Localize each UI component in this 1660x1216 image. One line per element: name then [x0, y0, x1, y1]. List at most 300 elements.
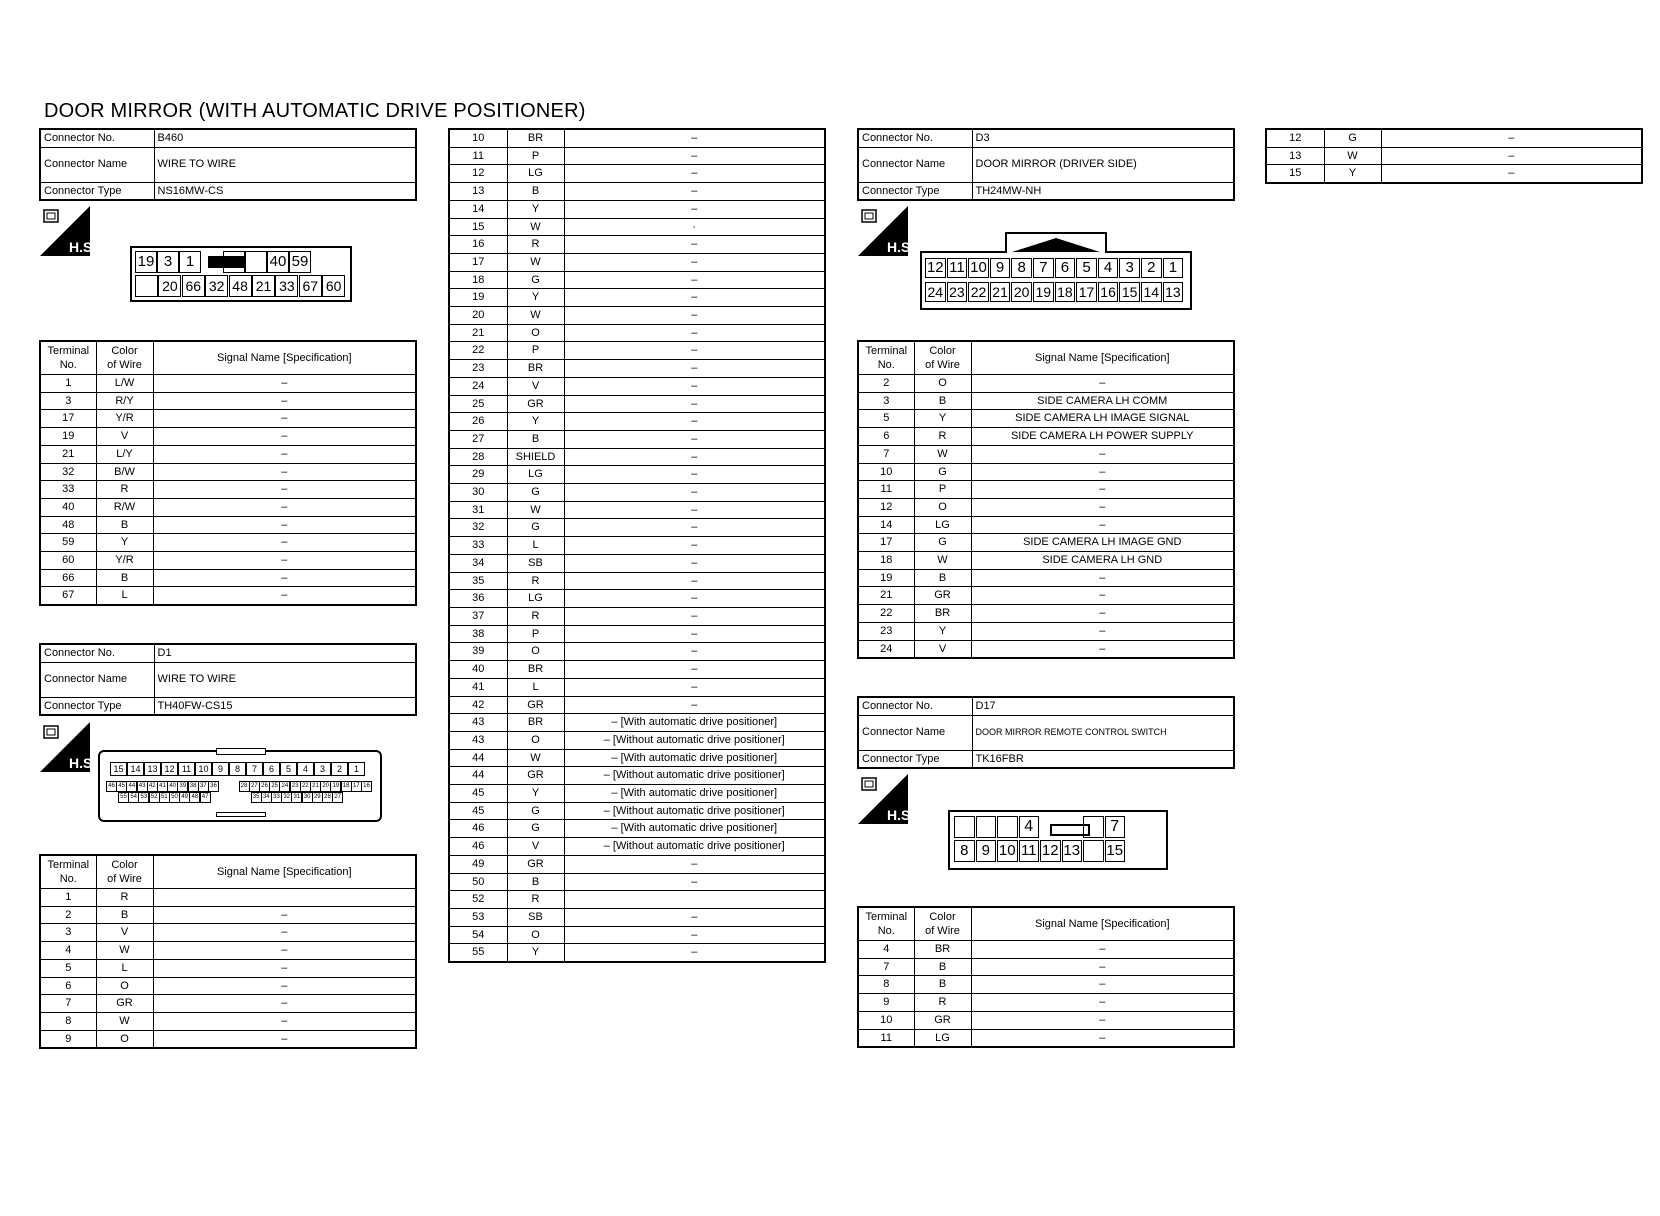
table-row: [1266, 129, 1642, 147]
pin-cell: 20: [158, 275, 181, 297]
pin-cell: 28: [239, 781, 250, 792]
pin-cell: 14: [1141, 282, 1162, 302]
table-row: [449, 607, 825, 625]
wire-color: B: [96, 569, 153, 587]
wire-color: G: [914, 463, 971, 481]
terminal-no: 13: [449, 183, 507, 201]
pin-cell: 39: [177, 781, 188, 792]
signal-name: ·: [564, 218, 825, 236]
terminal-no: 49: [449, 855, 507, 873]
signal-name: –: [564, 590, 825, 608]
signal-name: –: [153, 375, 416, 393]
terminal-no: 37: [449, 607, 507, 625]
terminal-no: 18: [449, 271, 507, 289]
signal-name: –: [564, 572, 825, 590]
signal-name: –: [1381, 147, 1642, 165]
table-row: [40, 1012, 416, 1030]
pin-cell: 15: [1105, 840, 1126, 862]
terminal-no: 44: [449, 767, 507, 785]
table-row: [449, 448, 825, 466]
terminal-no: 16: [449, 236, 507, 254]
wire-color: L/W: [96, 375, 153, 393]
d17-connector-no: D17: [972, 697, 1234, 715]
signal-name: – [Without automatic drive positioner]: [564, 838, 825, 856]
table-row: [449, 944, 825, 962]
terminal-no: 1: [40, 889, 96, 907]
label-connector-name: Connector Name: [858, 715, 972, 750]
pin-cell: 5: [1076, 258, 1097, 278]
wire-color: BR: [507, 661, 564, 679]
col-color: Color of Wire: [96, 855, 153, 889]
terminal-no: 22: [449, 342, 507, 360]
table-row: [449, 289, 825, 307]
wire-color: Y: [914, 622, 971, 640]
table-row: [858, 428, 1234, 446]
terminal-no: 21: [40, 445, 96, 463]
pin-cell: 4: [297, 762, 314, 776]
wire-color: R: [96, 889, 153, 907]
signal-name: – [With automatic drive positioner]: [564, 714, 825, 732]
pin-cell: 46: [106, 781, 117, 792]
signal-name: –: [564, 236, 825, 254]
signal-name: – [Without automatic drive positioner]: [564, 802, 825, 820]
hs-label: H.S.: [887, 239, 915, 255]
pin-cell: 22: [300, 781, 311, 792]
terminal-no: 26: [449, 413, 507, 431]
label-connector-name: Connector Name: [40, 147, 154, 182]
terminal-no: 40: [449, 661, 507, 679]
wire-color: Y: [507, 944, 564, 962]
table-row: [449, 147, 825, 165]
col-terminal: Terminal No.: [40, 855, 96, 889]
wire-color: R/W: [96, 498, 153, 516]
wire-color: O: [507, 324, 564, 342]
wire-color: G: [1324, 129, 1381, 147]
table-row: [449, 360, 825, 378]
terminal-no: 53: [449, 908, 507, 926]
signal-name: –: [564, 643, 825, 661]
signal-name: –: [971, 976, 1234, 994]
pin-cell: 13: [1062, 840, 1083, 862]
wire-color: GR: [96, 995, 153, 1013]
signal-name: –: [1381, 129, 1642, 147]
table-row: [858, 552, 1234, 570]
table-row: [40, 889, 416, 907]
table-row: [449, 307, 825, 325]
table-row: [40, 906, 416, 924]
table-row: [858, 375, 1234, 393]
terminal-no: 3: [40, 924, 96, 942]
hs-label: H.S.: [69, 755, 97, 771]
terminal-no: 7: [40, 995, 96, 1013]
terminal-no: 46: [449, 820, 507, 838]
wire-color: LG: [507, 466, 564, 484]
table-row: [858, 481, 1234, 499]
wire-color: O: [914, 375, 971, 393]
pin-cell: 16: [361, 781, 372, 792]
table-row: [40, 481, 416, 499]
signal-name: –: [1381, 165, 1642, 183]
label-connector-type: Connector Type: [40, 697, 154, 715]
wire-color: R: [507, 891, 564, 909]
signal-name: –: [564, 926, 825, 944]
table-row: [40, 959, 416, 977]
pin-cell: 1: [179, 251, 201, 273]
wire-color: B: [507, 873, 564, 891]
pin-cell: 11: [178, 762, 195, 776]
wire-color: LG: [914, 1029, 971, 1047]
terminal-no: 10: [858, 463, 914, 481]
table-row: [449, 714, 825, 732]
table-row: [858, 976, 1234, 994]
terminal-no: 6: [40, 977, 96, 995]
pin-cell: 20: [320, 781, 331, 792]
terminal-no: 38: [449, 625, 507, 643]
table-row: [858, 498, 1234, 516]
pin-cell: 32: [205, 275, 228, 297]
wire-color: R/Y: [96, 392, 153, 410]
wire-color: B: [914, 976, 971, 994]
pin-cell: 24: [279, 781, 290, 792]
table-row: [449, 253, 825, 271]
pin-cell: 4: [1019, 816, 1040, 838]
table-row: [40, 375, 416, 393]
table-row: [449, 395, 825, 413]
table-row: [40, 587, 416, 605]
pin-cell: 21: [310, 781, 321, 792]
d3-connector-face: [920, 232, 1192, 310]
signal-name: –: [971, 516, 1234, 534]
pin-cell: 44: [126, 781, 137, 792]
wire-color: O: [507, 731, 564, 749]
pin-cell: 53: [138, 792, 149, 803]
terminal-no: 48: [40, 516, 96, 534]
terminal-no: 13: [1266, 147, 1324, 165]
wire-color: G: [507, 271, 564, 289]
pin-cell: 59: [289, 251, 311, 273]
terminal-no: 52: [449, 891, 507, 909]
table-row: [858, 569, 1234, 587]
signal-name: –: [971, 640, 1234, 658]
signal-name: –: [971, 375, 1234, 393]
signal-name: – [With automatic drive positioner]: [564, 749, 825, 767]
pin-cell: 12: [161, 762, 178, 776]
table-row: [449, 678, 825, 696]
d3-connector-type: TH24MW-NH: [972, 182, 1234, 200]
signal-name: –: [153, 977, 416, 995]
signal-name: –: [564, 200, 825, 218]
connector-d3-header: [857, 128, 1235, 201]
terminal-no: 12: [1266, 129, 1324, 147]
table-row: [40, 569, 416, 587]
signal-name: –: [971, 1011, 1234, 1029]
pin-cell: 4: [1098, 258, 1119, 278]
table-row: [449, 236, 825, 254]
pin-cell: 27: [249, 781, 260, 792]
pin-cell: 19: [1033, 282, 1054, 302]
pin-cell: 1: [1163, 258, 1184, 278]
terminal-no: 43: [449, 731, 507, 749]
terminal-no: 19: [449, 289, 507, 307]
signal-name: –: [153, 587, 416, 605]
pin-cell: 28: [322, 792, 333, 803]
signal-name: – [Without automatic drive positioner]: [564, 731, 825, 749]
wire-color: O: [914, 498, 971, 516]
pin-cell: 37: [198, 781, 209, 792]
pin-cell: 30: [302, 792, 313, 803]
pin-cell: 48: [229, 275, 252, 297]
signal-name: – [With automatic drive positioner]: [564, 785, 825, 803]
table-row: [858, 463, 1234, 481]
signal-name: –: [971, 481, 1234, 499]
terminal-no: 30: [449, 484, 507, 502]
wire-color: G: [507, 484, 564, 502]
signal-name: –: [564, 678, 825, 696]
pin-cell: 32: [281, 792, 292, 803]
wire-color: R: [96, 481, 153, 499]
terminal-no: 11: [858, 1029, 914, 1047]
signal-name: –: [564, 537, 825, 555]
pin-cell: 48: [189, 792, 200, 803]
pin-cell: 18: [341, 781, 352, 792]
wire-color: W: [507, 501, 564, 519]
terminal-no: 4: [858, 941, 914, 959]
signal-name: –: [153, 516, 416, 534]
terminal-no: 34: [449, 554, 507, 572]
pin-cell: 40: [167, 781, 178, 792]
pin-cell: 22: [968, 282, 989, 302]
pin-cell: 26: [259, 781, 270, 792]
wire-color: G: [507, 519, 564, 537]
terminal-no: 23: [449, 360, 507, 378]
pin-cell: 25: [269, 781, 280, 792]
signal-name: –: [564, 448, 825, 466]
signal-name: –: [564, 430, 825, 448]
signal-name: –: [971, 622, 1234, 640]
pin-cell: 7: [1033, 258, 1054, 278]
pin-cell: 14: [127, 762, 144, 776]
signal-name: –: [564, 501, 825, 519]
pin-cell: 12: [1040, 840, 1061, 862]
pin-cell: 11: [947, 258, 968, 278]
b460-connector-name: WIRE TO WIRE: [154, 147, 416, 182]
pin-cell: 31: [291, 792, 302, 803]
table-row: [858, 410, 1234, 428]
pin-cell: 23: [947, 282, 968, 302]
wire-color: W: [507, 218, 564, 236]
d1-connector-type: TH40FW-CS15: [154, 697, 416, 715]
terminal-no: 25: [449, 395, 507, 413]
pin-cell: 23: [290, 781, 301, 792]
pin-cell: 3: [1119, 258, 1140, 278]
signal-name: –: [153, 942, 416, 960]
table-row: [858, 640, 1234, 658]
signal-name: –: [564, 607, 825, 625]
terminal-no: 50: [449, 873, 507, 891]
wire-color: R: [507, 572, 564, 590]
d17-terminal-table-continued: [1265, 128, 1643, 184]
wire-color: W: [914, 552, 971, 570]
d17-terminal-table: [857, 906, 1235, 1048]
wire-color: V: [96, 428, 153, 446]
terminal-no: 8: [858, 976, 914, 994]
terminal-no: 2: [858, 375, 914, 393]
wire-color: G: [507, 820, 564, 838]
pin-cell: 11: [1019, 840, 1040, 862]
wire-color: GR: [507, 395, 564, 413]
terminal-no: 32: [449, 519, 507, 537]
terminal-no: 5: [40, 959, 96, 977]
pin-cell: 51: [159, 792, 170, 803]
pin-cell: 2: [1141, 258, 1162, 278]
terminal-no: 21: [858, 587, 914, 605]
signal-name: –: [153, 498, 416, 516]
signal-name: –: [971, 941, 1234, 959]
wire-color: GR: [507, 855, 564, 873]
terminal-no: 66: [40, 569, 96, 587]
wire-color: BR: [507, 129, 564, 147]
label-connector-no: Connector No.: [858, 129, 972, 147]
wire-color: GR: [507, 767, 564, 785]
table-row: [858, 1011, 1234, 1029]
signal-name: –: [153, 463, 416, 481]
signal-name: –: [564, 661, 825, 679]
wire-color: BR: [914, 605, 971, 623]
signal-name: –: [564, 466, 825, 484]
wire-color: O: [96, 1030, 153, 1048]
table-row: [449, 430, 825, 448]
connector-d17-header: [857, 696, 1235, 769]
table-row: [858, 534, 1234, 552]
table-row: [40, 445, 416, 463]
wire-color: BR: [507, 360, 564, 378]
label-connector-type: Connector Type: [40, 182, 154, 200]
wire-color: LG: [507, 165, 564, 183]
terminal-no: 24: [449, 377, 507, 395]
signal-name: SIDE CAMERA LH IMAGE SIGNAL: [971, 410, 1234, 428]
terminal-no: 8: [40, 1012, 96, 1030]
d3-connector-name: DOOR MIRROR (DRIVER SIDE): [972, 147, 1234, 182]
wire-color: GR: [914, 1011, 971, 1029]
table-row: [40, 942, 416, 960]
table-row: [449, 183, 825, 201]
terminal-no: 7: [858, 445, 914, 463]
wire-color: Y/R: [96, 552, 153, 570]
key-marker: [1050, 824, 1090, 836]
pin-cell: 66: [182, 275, 205, 297]
terminal-no: 12: [449, 165, 507, 183]
pin-cell: 27: [332, 792, 343, 803]
terminal-no: 17: [40, 410, 96, 428]
table-row: [858, 516, 1234, 534]
table-row: [449, 590, 825, 608]
table-row: [449, 537, 825, 555]
terminal-no: 27: [449, 430, 507, 448]
terminal-no: 19: [858, 569, 914, 587]
b460-connector-type: NS16MW-CS: [154, 182, 416, 200]
table-row: [449, 413, 825, 431]
hs-label: H.S.: [69, 239, 97, 255]
signal-name: –: [564, 519, 825, 537]
pin-cell: 9: [990, 258, 1011, 278]
terminal-no: 21: [449, 324, 507, 342]
signal-name: –: [971, 587, 1234, 605]
signal-name: –: [971, 569, 1234, 587]
signal-name: –: [971, 498, 1234, 516]
wire-color: B/W: [96, 463, 153, 481]
wire-color: R: [914, 994, 971, 1012]
table-row: [449, 519, 825, 537]
col-color: Color of Wire: [914, 907, 971, 941]
terminal-no: 43: [449, 714, 507, 732]
b460-connector-no: B460: [154, 129, 416, 147]
wire-color: P: [507, 147, 564, 165]
wire-color: B: [914, 392, 971, 410]
pin-cell: 10: [195, 762, 212, 776]
table-row: [449, 200, 825, 218]
signal-name: –: [564, 360, 825, 378]
wire-color: P: [507, 342, 564, 360]
signal-name: –: [564, 271, 825, 289]
table-row: [449, 696, 825, 714]
col-signal: Signal Name [Specification]: [971, 341, 1234, 375]
table-row: [858, 994, 1234, 1012]
table-row: [449, 749, 825, 767]
wire-color: W: [1324, 147, 1381, 165]
wire-color: V: [507, 377, 564, 395]
signal-name: –: [564, 625, 825, 643]
signal-name: –: [153, 534, 416, 552]
wire-color: Y: [507, 413, 564, 431]
table-row: [449, 324, 825, 342]
label-connector-no: Connector No.: [858, 697, 972, 715]
signal-name: –: [564, 395, 825, 413]
connector-guide: [216, 812, 266, 817]
signal-name: –: [153, 481, 416, 499]
pin-cell: 15: [1119, 282, 1140, 302]
label-connector-name: Connector Name: [40, 662, 154, 697]
pin-cell: [954, 816, 975, 838]
pin-cell: 10: [970, 259, 987, 276]
terminal-no: 4: [40, 942, 96, 960]
signal-name: –: [564, 696, 825, 714]
pin-cell: 35: [251, 792, 262, 803]
table-row: [858, 958, 1234, 976]
col-signal: Signal Name [Specification]: [153, 341, 416, 375]
table-row: [449, 926, 825, 944]
pin-cell: 60: [322, 275, 345, 297]
signal-name: –: [564, 183, 825, 201]
table-row: [449, 802, 825, 820]
signal-name: –: [153, 428, 416, 446]
terminal-no: 1: [40, 375, 96, 393]
wire-color: W: [507, 253, 564, 271]
table-row: [40, 534, 416, 552]
d17-connector-type: TK16FBR: [972, 750, 1234, 768]
pin-cell: 1: [348, 762, 365, 776]
pin-cell: 21: [990, 282, 1011, 302]
pin-cell: 5: [280, 762, 297, 776]
table-row: [449, 785, 825, 803]
hs-label: H.S.: [887, 807, 915, 823]
terminal-no: 10: [858, 1011, 914, 1029]
pin-cell: 19: [330, 781, 341, 792]
connector-d1-header: [39, 643, 417, 716]
table-row: [40, 498, 416, 516]
terminal-no: 7: [858, 958, 914, 976]
table-row: [449, 218, 825, 236]
wire-color: G: [914, 534, 971, 552]
